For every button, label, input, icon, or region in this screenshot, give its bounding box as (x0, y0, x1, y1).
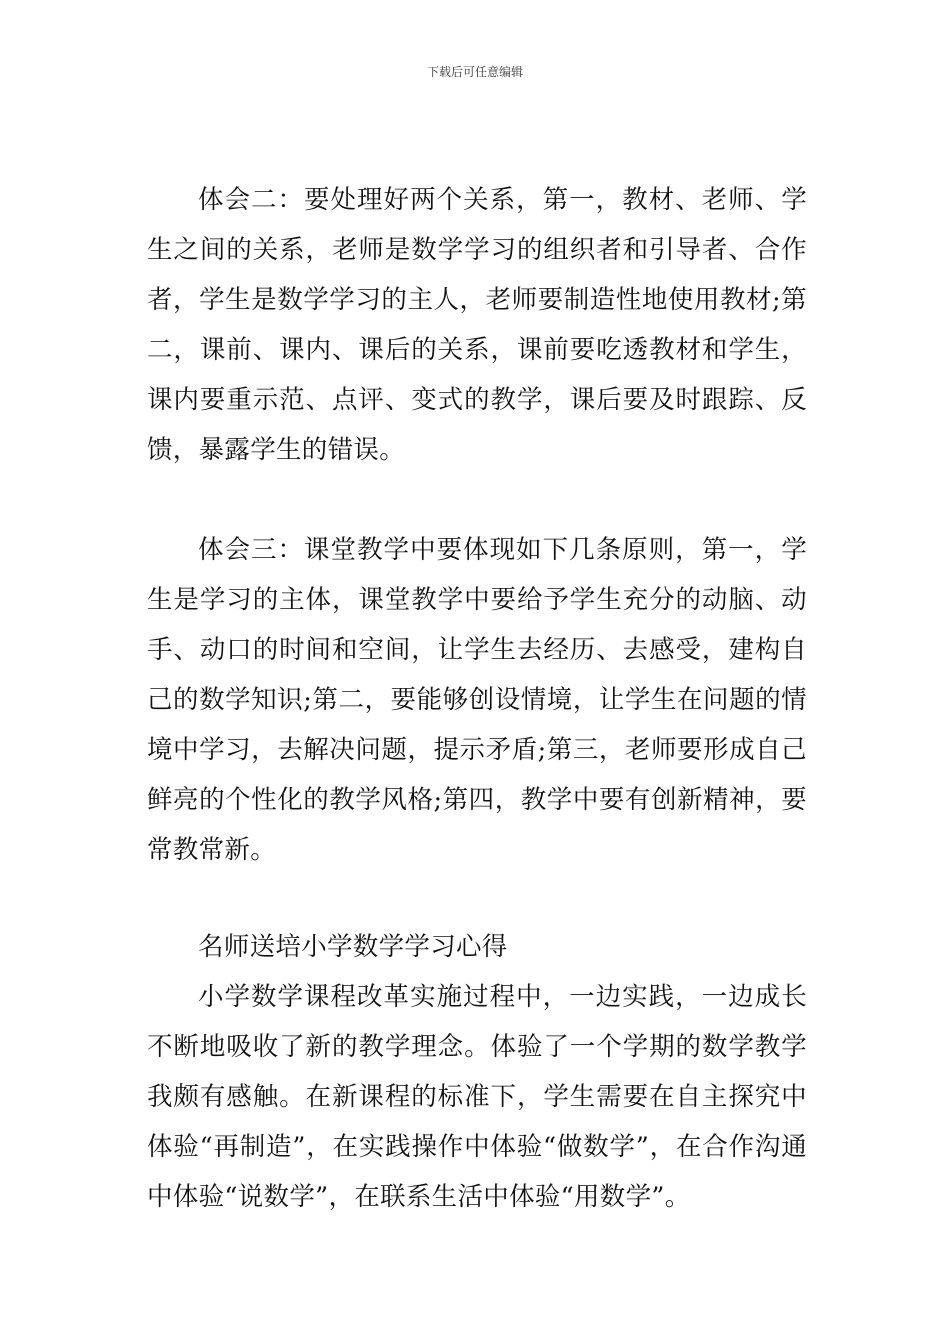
page-header-note: 下载后可任意编辑 (426, 65, 523, 79)
paragraph-experience-two: 体会二：要处理好两个关系，第一，教材、老师、学生之间的关系，老师是数学学习的组织者和引导者、合作者，学生是数学学习的主人，老师要制造性地使用教材;第二，课前、课内、课后的关系，课前要吃透教材和学生，课内要重示范、点评、变式的教学，课后要及时跟踪、反馈，暴露学生的错误。 (147, 185, 807, 465)
section-title: 名师送培小学数学学习心得 (198, 932, 508, 962)
paragraph-intro: 小学数学课程改革实施过程中，一边实践，一边成长不断地吸收了新的教学理念。体验了一个学期的数学教学我颇有感触。在新课程的标准下，学生需要在自主探究中体验“再制造”，在实践操作中体验“做数学”，在合作沟通中体验“说数学”，在联系生活中体验“用数学”。 (147, 982, 807, 1212)
paragraph-experience-three: 体会三：课堂教学中要体现如下几条原则，第一，学生是学习的主体，课堂教学中要给予学生充分的动脑、动手、动口的时间和空间，让学生去经历、去感受，建构自己的数学知识;第二，要能够创设情境，让学生在问题的情境中学习，去解决问题，提示矛盾;第三，老师要形成自己鲜亮的个性化的教学风格;第四，教学中要有创新精神，要常教常新。 (147, 535, 807, 865)
